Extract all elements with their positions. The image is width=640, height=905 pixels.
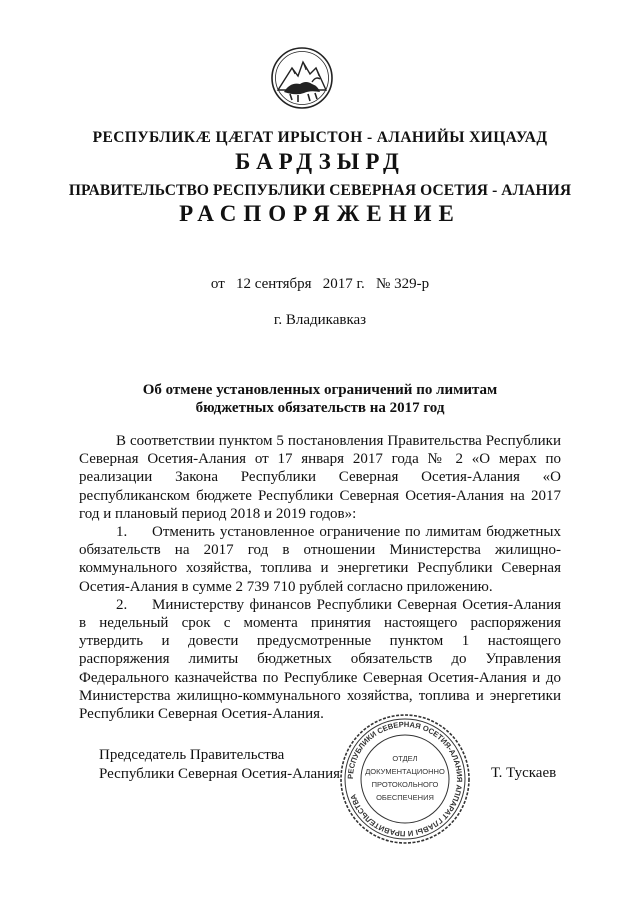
intro-paragraph — [79, 432, 561, 523]
item-2-text: Министерству финансов Республики Северная Осетия-Алания в недельный срок с момента принятия настоящего распоряжения утвердить и довести предусмотренные пунктом 1 настоящего распоряжения лимиты бюджетных обязательств до Управления Федерального казначейства по Республике Северная Осетия-Алания и до Министерства жилищно-коммунального хозяйства, топлива и энергетики Республики Северная Осетия-Алания. — [79, 596, 561, 723]
header-republic-ossetian: РЕСПУБЛИКӔ ЦӔГАТ ИРЫСТОН - АЛАНИЙЫ ХИЦАУАД — [92, 129, 548, 146]
stamp-ring-text: РЕСПУБЛИКИ СЕВЕРНАЯ ОСЕТИЯ-АЛАНИЯ АППАРАТ ГЛАВЫ И ПРАВИТЕЛЬСТВА — [345, 719, 465, 839]
svg-text:РЕСПУБЛИКИ СЕВЕРНАЯ ОСЕТИЯ-АЛА — [346, 720, 464, 838]
signatory-position — [99, 746, 340, 784]
signatory-position-line-2: Республики Северная Осетия-Алания — [99, 766, 341, 782]
document-body — [79, 432, 561, 723]
title-line-1: Об отмене установленных ограничений по лимитам — [142, 382, 498, 398]
header-government: ПРАВИТЕЛЬСТВО РЕСПУБЛИКИ СЕВЕРНАЯ ОСЕТИЯ - АЛАНИЯ — [68, 182, 572, 199]
stamp-line-4: ОБЕСПЕЧЕНИЯ — [376, 793, 434, 802]
stamp-line-1: ОТДЕЛ — [392, 754, 418, 763]
item-1-text: Отменить установленное ограничение по лимитам бюджетных обязательств на 2017 год в отношении Министерства жилищно-коммунального хозяйства, топлива и энергетики Республики Северная Осетия-Алания в сумме 2 739 710 рублей согласно приложению. — [79, 524, 561, 595]
header-order-type: РАСПОРЯЖЕНИЕ — [179, 201, 461, 226]
coat-of-arms-emblem — [270, 46, 334, 110]
official-stamp — [336, 712, 474, 847]
item-2-number: 2. — [116, 596, 128, 613]
item-1-number: 1. — [116, 524, 128, 541]
header-bardzyrd: БАРДЗЫРД — [235, 149, 405, 174]
item-2-paragraph — [79, 596, 561, 723]
item-1-paragraph — [79, 523, 561, 596]
order-date-number: от 12 сентября 2017 г. № 329-р — [210, 276, 430, 292]
signatory-position-line-1: Председатель Правительства — [99, 747, 285, 763]
title-line-2: бюджетных обязательств на 2017 год — [195, 400, 445, 416]
document-title — [100, 381, 540, 417]
stamp-line-2: ДОКУМЕНТАЦИОННО — [365, 767, 445, 776]
stamp-line-3: ПРОТОКОЛЬНОГО — [371, 780, 439, 789]
signatory-name: Т. Тускаев — [491, 765, 557, 781]
intro-text: В соответствии пунктом 5 постановления Правительства Республики Северная Осетия-Алания от 17 января 2017 года № 2 «О мерах по реализации Закона Республики Северная Осетия-Алания «О республиканском бюджете Республики Северная Осетия-Алания на 2017 год и плановый период 2018 и 2019 годов»: — [79, 433, 561, 522]
order-city: г. Владикавказ — [273, 312, 367, 328]
